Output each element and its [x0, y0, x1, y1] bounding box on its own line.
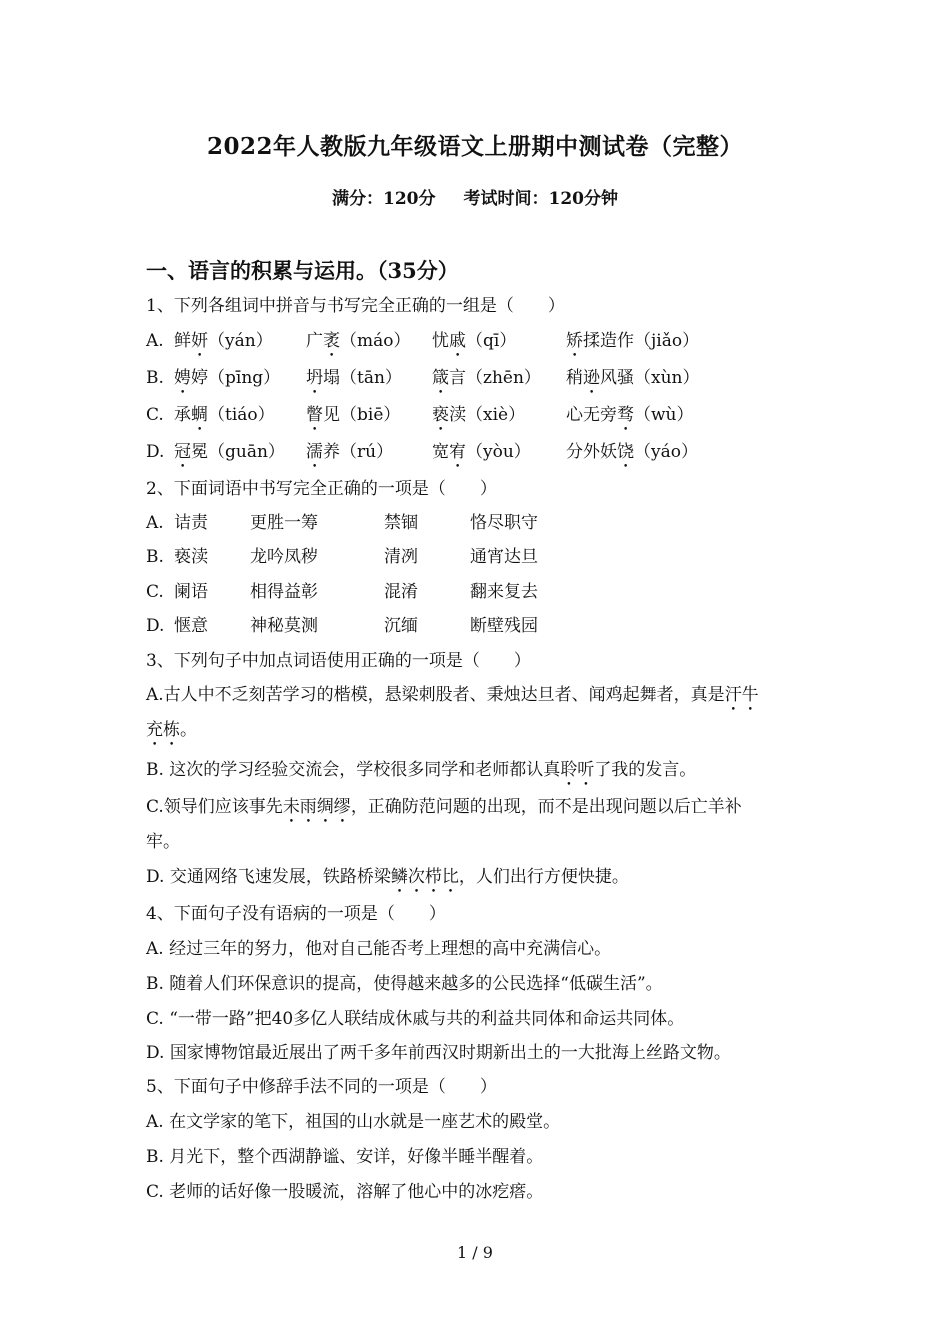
word-item: 坍塌（tān）: [306, 368, 402, 388]
q3-option-d: D. 交通网络飞速发展，铁路桥梁鳞次栉比，人们出行方便快捷。: [146, 867, 629, 887]
full-score: 满分：120分: [332, 189, 436, 209]
word-item: 宽宥（yòu）: [432, 442, 531, 462]
q2-option-b: B. 亵渎 龙吟凤秽 清冽 通宵达旦: [146, 547, 538, 567]
page-number: 1 / 9: [457, 1243, 493, 1262]
q4-option-b: B. 随着人们环保意识的提高，使得越来越多的公民选择“低碳生活”。: [146, 974, 663, 994]
q1-option-a: A. 鲜妍（yán） 广袤（máo） 忧戚（qī） 矫揉造作（jiǎo）: [146, 330, 846, 354]
q5-stem: 5、下面句子中修辞手法不同的一项是（ ）: [146, 1077, 497, 1097]
page-title: 2022年人教版九年级语文上册期中测试卷（完整）: [206, 133, 743, 160]
word-item: 矫揉造作（jiǎo）: [566, 331, 700, 351]
q4-option-a: A. 经过三年的努力，他对自己能否考上理想的高中充满信心。: [146, 939, 612, 959]
q3-stem: 3、下列句子中加点词语使用正确的一项是（ ）: [146, 651, 531, 671]
word-item: 阑语: [174, 582, 208, 602]
q1-option-c: C. 承蜩（tiáo） 瞥见（biē） 亵渎（xiè） 心无旁骛（wù）: [146, 404, 846, 428]
word-item: 断壁残园: [470, 616, 538, 636]
word-item: 承蜩（tiáo）: [174, 405, 275, 425]
q5-option-c: C. 老师的话好像一股暖流，溶解了他心中的冰疙瘩。: [146, 1182, 544, 1202]
word-item: 濡养（rú）: [306, 442, 394, 462]
section-heading: 一、语言的积累与运用。（35分）: [146, 258, 459, 283]
word-item: 龙吟凤秽: [250, 547, 318, 567]
word-item: 瞥见（biē）: [306, 405, 401, 425]
q3-option-a: A.古人中不乏刻苦学习的楷模，悬梁刺股者、秉烛达旦者、闻鸡起舞者，真是汗牛: [146, 685, 759, 705]
word-item: 沉缅: [384, 616, 418, 636]
word-item: 诘责: [174, 513, 208, 533]
word-item: 忧戚（qī）: [432, 331, 517, 351]
q5-option-a: A. 在文学家的笔下，祖国的山水就是一座艺术的殿堂。: [146, 1112, 561, 1132]
q3-option-c-cont: 牢。: [146, 832, 180, 852]
word-item: 混淆: [384, 582, 418, 602]
word-item: 箴言（zhēn）: [432, 368, 541, 388]
word-item: 分外妖饶（yáo）: [566, 442, 698, 462]
word-item: 清冽: [384, 547, 418, 567]
word-item: 鲜妍（yán）: [174, 331, 273, 351]
q1-option-d: D. 冠冕（guān） 濡养（rú） 宽宥（yòu） 分外妖饶（yáo）: [146, 441, 846, 465]
q3-option-b: B. 这次的学习经验交流会，学校很多同学和老师都认真聆听了我的发言。: [146, 760, 697, 780]
q3-option-c: C.领导们应该事先未雨绸缪，正确防范问题的出现，而不是出现问题以后亡羊补: [146, 797, 742, 817]
word-item: 亵渎（xiè）: [432, 405, 526, 425]
word-item: 禁锢: [384, 513, 418, 533]
word-item: 更胜一筹: [250, 513, 318, 533]
q5-option-b: B. 月光下，整个西湖静谧、安详，好像半睡半醒着。: [146, 1147, 544, 1167]
word-item: 惬意: [174, 616, 208, 636]
q3-option-a-cont: 充栋。: [146, 720, 197, 740]
word-item: 通宵达旦: [470, 547, 538, 567]
q1-option-b: B. 娉婷（pīng） 坍塌（tān） 箴言（zhēn） 稍逊风骚（xùn）: [146, 367, 846, 391]
q1-stem: 1、下列各组词中拼音与书写完全正确的一组是（ ）: [146, 296, 565, 316]
q2-stem: 2、下面词语中书写完全正确的一项是（ ）: [146, 479, 497, 499]
q2-option-d: D. 惬意 神秘莫测 沉缅 断壁残园: [146, 616, 538, 636]
exam-time: 考试时间：120分钟: [463, 189, 618, 209]
word-item: 稍逊风骚（xùn）: [566, 368, 700, 388]
word-item: 相得益彰: [250, 582, 318, 602]
word-item: 广袤（máo）: [306, 331, 411, 351]
word-item: 神秘莫测: [250, 616, 318, 636]
q2-option-a: A. 诘责 更胜一筹 禁锢 恪尽职守: [146, 513, 538, 533]
q2-option-c: C. 阑语 相得益彰 混淆 翻来复去: [146, 582, 538, 602]
word-item: 亵渎: [174, 547, 208, 567]
exam-info: [0, 184, 950, 209]
q4-option-c: C. “一带一路”把40多亿人联结成休戚与共的利益共同体和命运共同体。: [146, 1009, 685, 1029]
word-item: 娉婷（pīng）: [174, 368, 281, 388]
word-item: 冠冕（guān）: [174, 442, 285, 462]
q4-stem: 4、下面句子没有语病的一项是（ ）: [146, 904, 446, 924]
word-item: 心无旁骛（wù）: [566, 405, 694, 425]
q4-option-d: D. 国家博物馆最近展出了两千多年前西汉时期新出土的一大批海上丝路文物。: [146, 1043, 731, 1063]
word-item: 翻来复去: [470, 582, 538, 602]
word-item: 恪尽职守: [470, 513, 538, 533]
